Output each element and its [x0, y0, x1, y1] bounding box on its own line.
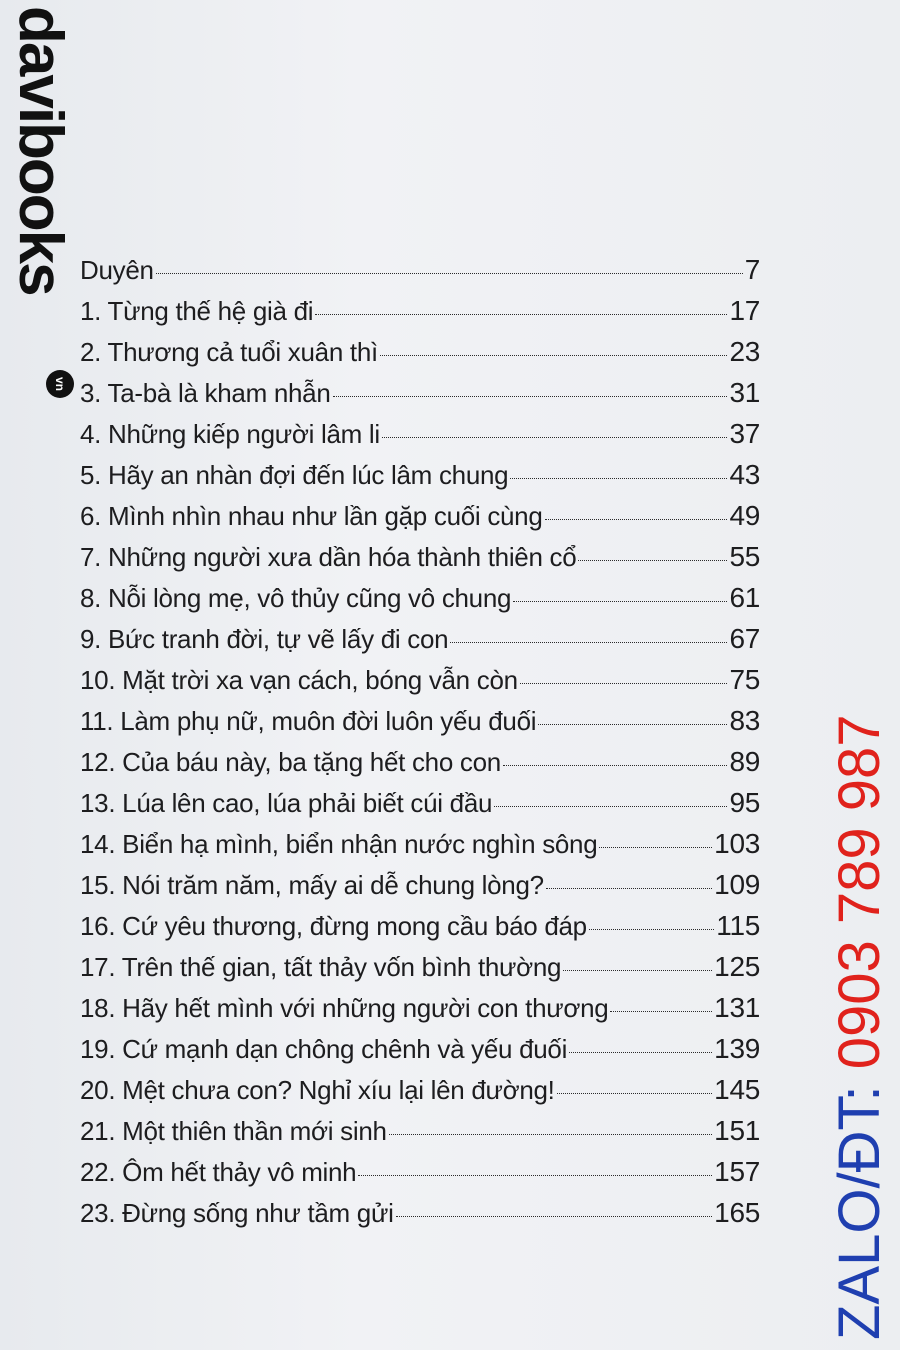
dot-leader — [315, 314, 727, 315]
dot-leader — [382, 437, 728, 438]
toc-entry — [80, 992, 760, 1033]
dot-leader — [599, 847, 712, 848]
dot-leader — [563, 970, 712, 971]
dot-leader — [510, 478, 727, 479]
bleed-through-text — [80, 150, 770, 184]
logo-text: davibooks — [6, 6, 75, 295]
toc-entry-title: 15. Nói trăm năm, mấy ai dễ chung lòng? — [80, 870, 544, 900]
toc-entry-page: 23 — [729, 336, 760, 367]
toc-entry-page: 75 — [729, 664, 760, 695]
toc-entry-page: 139 — [714, 1033, 760, 1064]
toc-entry — [80, 828, 760, 869]
toc-entry — [80, 746, 760, 787]
toc-entry-page: 49 — [729, 500, 760, 531]
toc-entry-page: 55 — [729, 541, 760, 572]
toc-entry-page: 125 — [714, 951, 760, 982]
toc-entry-title: 6. Mình nhìn nhau như lần gặp cuối cùng — [80, 501, 543, 531]
toc-entry-title: 17. Trên thế gian, tất thảy vốn bình thường — [80, 952, 562, 982]
dot-leader — [513, 601, 727, 602]
toc-entry-page: 103 — [714, 828, 760, 859]
toc-entry — [80, 377, 760, 418]
toc-entry — [80, 1033, 760, 1074]
dot-leader — [578, 560, 727, 561]
dot-leader — [545, 519, 728, 520]
toc-entry-page: 109 — [714, 869, 760, 900]
toc-entry — [80, 787, 760, 828]
contact-watermark — [826, 690, 896, 1340]
toc-entry — [80, 336, 760, 377]
davibooks-logo — [6, 6, 75, 391]
toc-entry-page: 61 — [729, 582, 760, 613]
toc-entry-title: 1. Từng thế hệ già đi — [80, 296, 314, 326]
toc-entry-title: 8. Nỗi lòng mẹ, vô thủy cũng vô chung — [80, 583, 512, 613]
dot-leader — [503, 765, 728, 766]
toc-entry-page: 145 — [714, 1074, 760, 1105]
toc-entry — [80, 623, 760, 664]
dot-leader — [333, 396, 728, 397]
toc-entry-title: 5. Hãy an nhàn đợi đến lúc lâm chung — [80, 460, 509, 490]
dot-leader — [389, 1134, 713, 1135]
toc-entry-page: 37 — [729, 418, 760, 449]
toc-entry-page: 151 — [714, 1115, 760, 1146]
toc-entry — [80, 582, 760, 623]
toc-entry — [80, 459, 760, 500]
toc-entry-title: 10. Mặt trời xa vạn cách, bóng vẫn còn — [80, 665, 518, 695]
toc-entry-title: 2. Thương cả tuổi xuân thì — [80, 337, 378, 367]
toc-entry-title: 23. Đừng sống như tầm gửi — [80, 1198, 394, 1228]
dot-leader — [589, 929, 714, 930]
toc-entry-page: 115 — [716, 910, 760, 941]
toc-entry-page: 43 — [729, 459, 760, 490]
toc-entry-title: 20. Mệt chưa con? Nghỉ xíu lại lên đường! — [80, 1075, 555, 1105]
dot-leader — [520, 683, 728, 684]
toc-entry-page: 89 — [729, 746, 760, 777]
contact-label: ZALO/ĐT: — [827, 1069, 892, 1340]
toc-entry — [80, 500, 760, 541]
toc-entry — [80, 1156, 760, 1197]
toc-entry — [80, 418, 760, 459]
toc-entry-title: 4. Những kiếp người lâm li — [80, 419, 380, 449]
toc-entry-title: 16. Cứ yêu thương, đừng mong cầu báo đáp — [80, 911, 587, 941]
toc-entry — [80, 254, 760, 295]
toc-entry-title: 19. Cứ mạnh dạn chông chênh và yếu đuối — [80, 1034, 568, 1064]
table-of-contents — [80, 254, 760, 1238]
toc-entry-title: 11. Làm phụ nữ, muôn đời luôn yếu đuối — [80, 706, 537, 736]
dot-leader — [396, 1216, 713, 1217]
toc-entry-title: Duyên — [80, 255, 154, 285]
toc-entry — [80, 951, 760, 992]
dot-leader — [156, 273, 743, 274]
toc-entry — [80, 664, 760, 705]
toc-entry-title: 3. Ta-bà là kham nhẫn — [80, 378, 331, 408]
toc-entry — [80, 1197, 760, 1238]
dot-leader — [494, 806, 727, 807]
toc-entry-page: 83 — [729, 705, 760, 736]
dot-leader — [538, 724, 727, 725]
toc-entry-page: 17 — [729, 295, 760, 326]
toc-entry-page: 31 — [729, 377, 760, 408]
dot-leader — [557, 1093, 713, 1094]
dot-leader — [546, 888, 712, 889]
toc-entry-page: 165 — [714, 1197, 760, 1228]
toc-entry-title: 9. Bức tranh đời, tự vẽ lấy đi con — [80, 624, 449, 654]
toc-entry — [80, 1115, 760, 1156]
toc-entry-page: 95 — [729, 787, 760, 818]
toc-entry — [80, 705, 760, 746]
toc-entry-page: 7 — [744, 254, 760, 285]
dot-leader — [610, 1011, 712, 1012]
dot-leader — [380, 355, 728, 356]
logo-badge: vn — [46, 370, 74, 398]
toc-entry — [80, 295, 760, 336]
toc-entry-page: 157 — [714, 1156, 760, 1187]
toc-entry-page: 131 — [714, 992, 760, 1023]
toc-entry-title: 7. Những người xưa dần hóa thành thiên cổ — [80, 542, 577, 572]
toc-entry — [80, 910, 760, 951]
dot-leader — [450, 642, 727, 643]
contact-phone: 0903 789 987 — [827, 714, 892, 1070]
toc-entry-title: 13. Lúa lên cao, lúa phải biết cúi đầu — [80, 788, 493, 818]
toc-entry — [80, 869, 760, 910]
toc-entry — [80, 1074, 760, 1115]
toc-entry-title: 21. Một thiên thần mới sinh — [80, 1116, 387, 1146]
dot-leader — [358, 1175, 712, 1176]
toc-entry-page: 67 — [729, 623, 760, 654]
toc-entry-title: 18. Hãy hết mình với những người con thương — [80, 993, 609, 1023]
toc-entry — [80, 541, 760, 582]
toc-entry-title: 22. Ôm hết thảy vô minh — [80, 1157, 357, 1187]
toc-entry-title: 12. Của báu này, ba tặng hết cho con — [80, 747, 501, 777]
dot-leader — [569, 1052, 712, 1053]
toc-entry-title: 14. Biển hạ mình, biển nhận nước nghìn sông — [80, 829, 598, 859]
